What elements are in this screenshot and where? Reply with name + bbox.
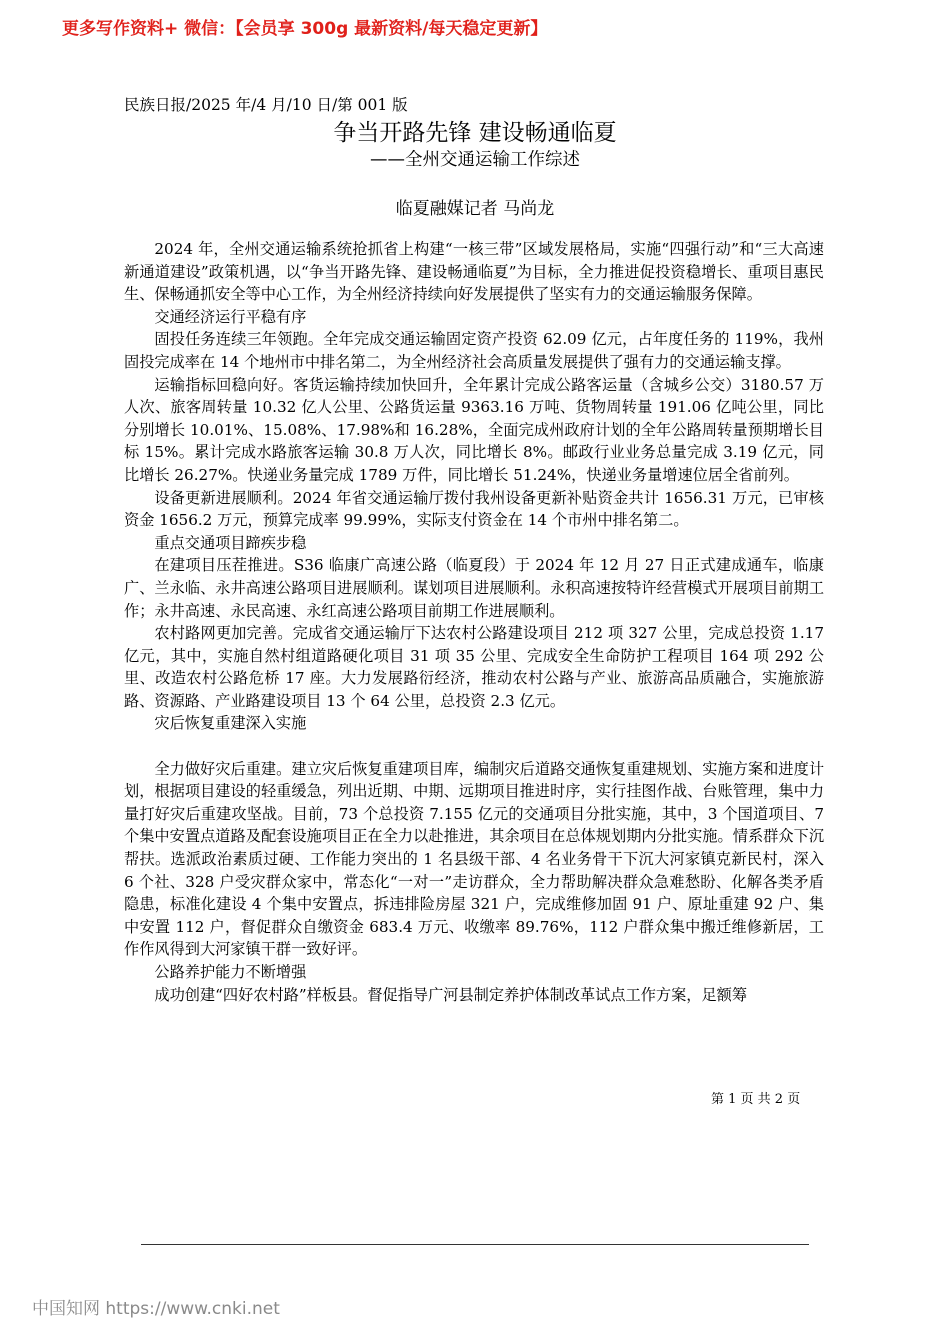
paragraph: 设备更新进展顺利。2024 年省交通运输厅拨付我州设备更新补贴资金共计 1656.31 万元，已审核资金 1656.2 万元，预算完成率 99.99%，实际支付资金在 14 个市州中排名第二。 [124,488,824,530]
section-heading-economy: 交通经济运行平稳有序 [154,307,307,326]
paragraph: 农村路网更加完善。完成省交通运输厅下达农村公路建设项目 212 项 327 公里，完成总投资 1.17 亿元，其中，实施自然村组道路硬化项目 31 项 35 公里、完成安全生命防护工程项目 164 项 292 公里、改造农村公路危桥 17 座。大力发展路衍经济，推动农村公路与产业、旅游高品质融合，实施旅游路、资源路、产业路建设项目 13 个 64 公里，总投资 2.3 亿元。 [124,624,824,710]
promo-banner: 更多写作资料+ 微信：【会员享 300g 最新资料/每天稳定更新】 [62,19,548,39]
paragraph: 全力做好灾后重建。建立灾后恢复重建项目库，编制灾后道路交通恢复重建规划、实施方案和进度计划，根据项目建设的轻重缓急，列出近期、中期、远期项目推进时序，实行挂图作战、台账管理，集中力量打好灾后重建攻坚战。目前，73 个总投资 7.155 亿元的交通项目分批实施，其中，3 个国道项目、7 个集中安置点道路及配套设施项目正在全力以赴推进，其余项目在总体规划期内分批实施。情系群众下沉帮扶。选派政治素质过硬、工作能力突出的 1 名县级干部、4 名业务骨干下沉大河家镇克新民村，深入 6 个社、328 户受灾群众家中，常态化“一对一”走访群众，全力帮助解决群众急难愁盼、化解各类矛盾隐患，标准化建设 4 个集中安置点，拆违排险房屋 321 户，完成维修加固 91 户、原址重建 92 户、集中安置 112 户，督促群众自缴资金 683.4 万元、收缴率 89.76%，112 户群众集中搬迁维修新居，工作作风得到大河家镇干群一致好评。 [124,759,824,959]
blank-line [124,735,824,758]
section-heading-reconstruction: 灾后恢复重建深入实施 [154,714,307,733]
article-subtitle: ——全州交通运输工作综述 [370,150,580,170]
cnki-watermark: 中国知网 https://www.cnki.net [32,1299,280,1319]
paragraph-intro: 2024 年，全州交通运输系统抢抓省上构建“一核三带”区域发展格局，实施“四强行动”和“三大高速新通道建设”政策机遇，以“争当开路先锋、建设畅通临夏”为目标，全力推进促投资稳增长、重项目惠民生、保畅通抓安全等中心工作，为全州经济持续向好发展提供了坚实有力的交通运输服务保障。 [124,240,824,304]
section-heading-projects: 重点交通项目蹄疾步稳 [154,533,307,552]
page-number: 第 1 页 共 2 页 [711,1092,801,1107]
paragraph: 在建项目压茬推进。S36 临康广高速公路（临夏段）于 2024 年 12 月 27 日正式建成通车，临康广、兰永临、永井高速公路项目进展顺利。谋划项目进展顺利。永积高速按特许经营模式开展项目前期工作；永井高速、永民高速、永红高速公路项目前期工作进展顺利。 [124,556,824,620]
article-body [124,238,824,1006]
footer-divider [141,1244,809,1245]
article-title: 争当开路先锋 建设畅通临夏 [333,120,617,146]
article-byline: 临夏融媒记者 马尚龙 [395,199,555,219]
publication-source: 民族日报/2025 年/4 月/10 日/第 001 版 [124,96,408,114]
paragraph: 运输指标回稳向好。客货运输持续加快回升，全年累计完成公路客运量（含城乡公交）3180.57 万人次、旅客周转量 10.32 亿人公里、公路货运量 9363.16 万吨、货物周转量 191.06 亿吨公里，同比分别增长 10.01%、15.08%、17.98%和 16.28%，全面完成州政府计划的全年公路周转量预期增长目标 15%。累计完成水路旅客运输 30.8 万人次，同比增长 8%。邮政行业业务总量完成 3.19 亿元，同比增长 26.27%。快递业务量完成 1789 万件，同比增长 51.24%，快递业务量增速位居全省前列。 [124,375,824,484]
paragraph: 固投任务连续三年领跑。全年完成交通运输固定资产投资 62.09 亿元，占年度任务的 119%，我州固投完成率在 14 个地州市中排名第二，为全州经济社会高质量发展提供了强有力的交通运输支撑。 [124,330,824,371]
section-heading-maintenance: 公路养护能力不断增强 [154,963,307,981]
paragraph: 成功创建“四好农村路”样板县。督促指导广河县制定养护体制改革试点工作方案，足额筹 [154,985,748,1004]
